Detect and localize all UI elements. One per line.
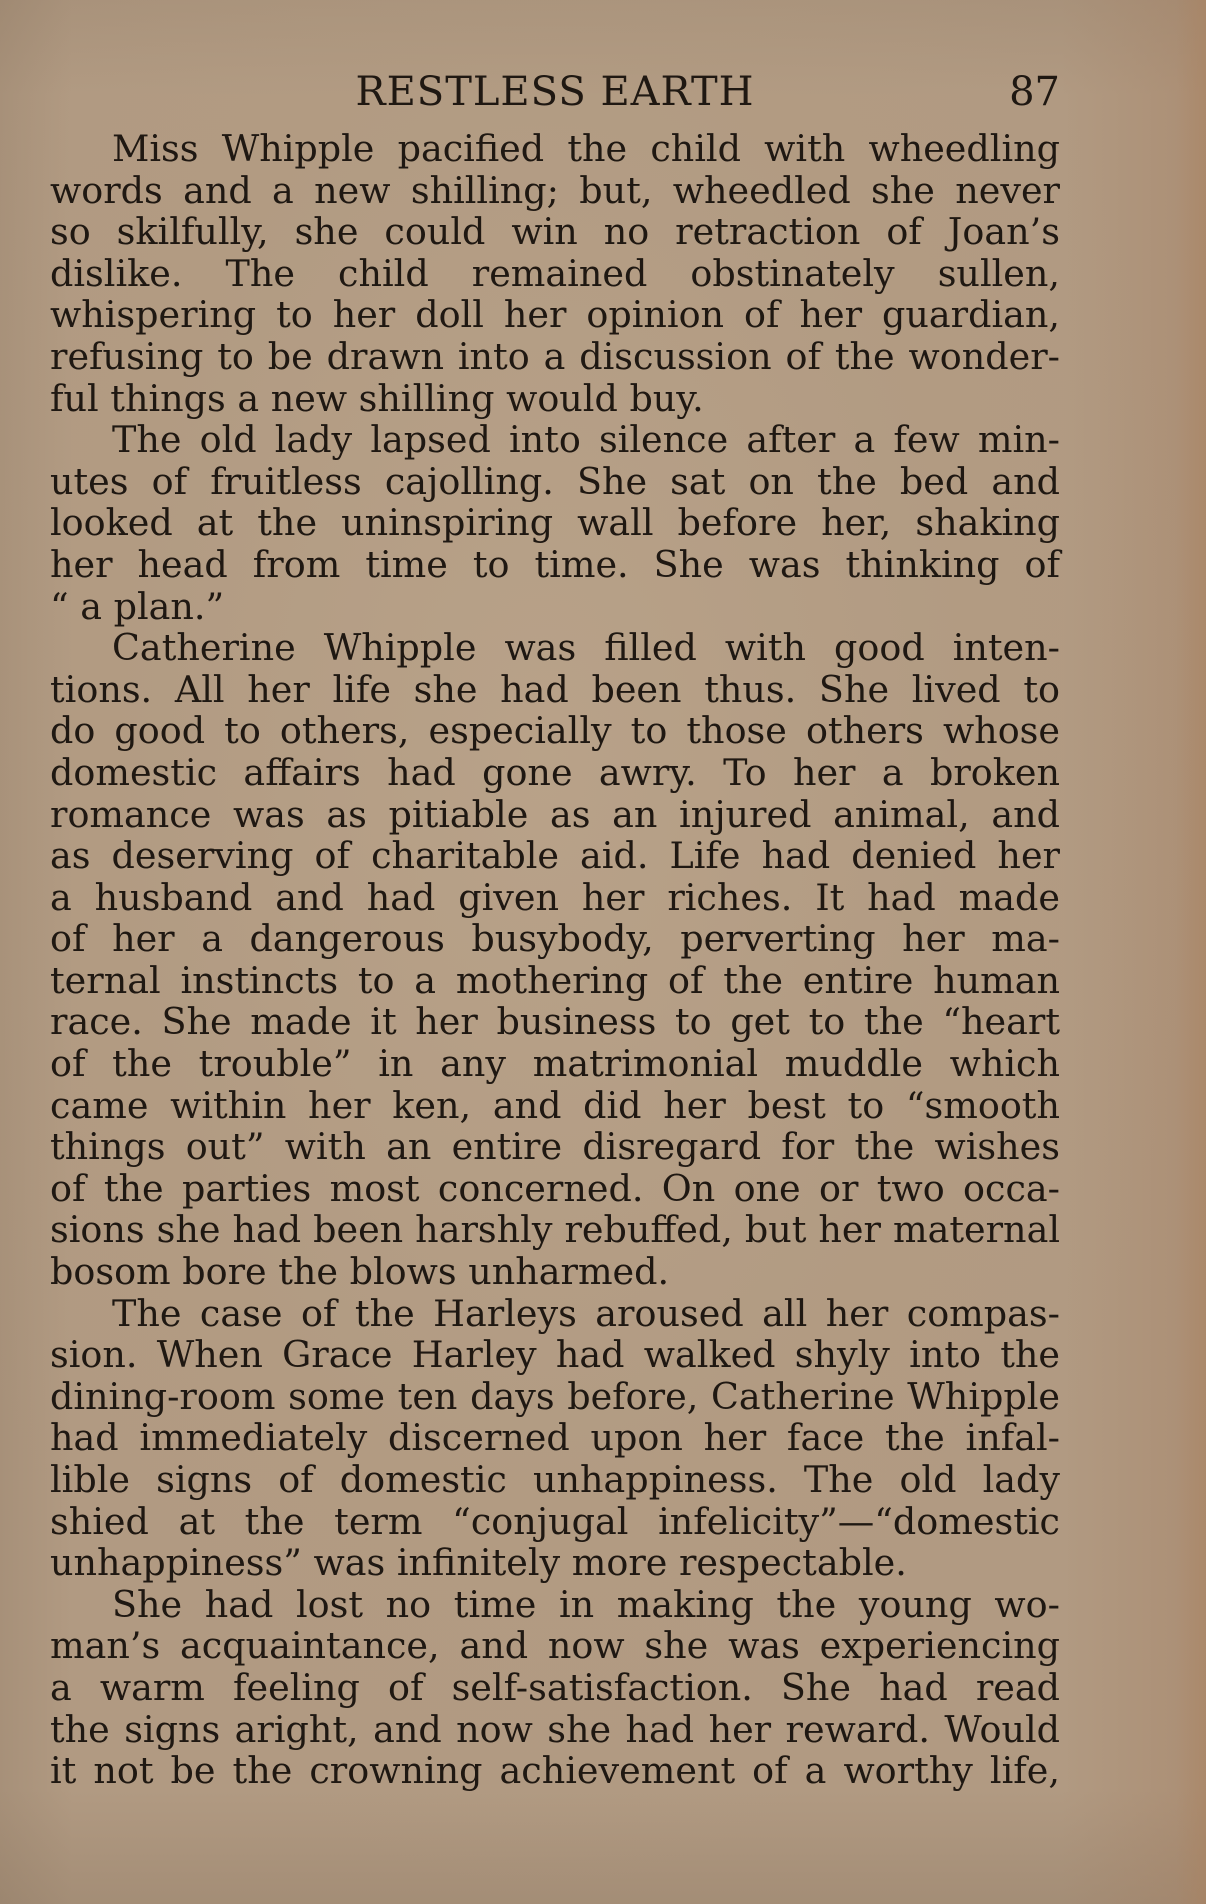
text-line: utes of fruitless cajolling. She sat on the bed and: [50, 459, 1060, 503]
text-line: shied at the term “conjugal infelicity”—“domestic: [50, 1499, 1060, 1543]
text-line: words and a new shilling; but, wheedled she never: [50, 168, 1060, 212]
text-line: looked at the uninspiring wall before her, shaking: [50, 501, 1060, 545]
text-line: ful things a new shilling would buy.: [50, 376, 704, 420]
text-line: do good to others, especially to those others whose: [50, 709, 1060, 753]
text-line: it not be the crowning achievement of a worthy life,: [50, 1749, 1060, 1793]
text-line: dislike. The child remained obstinately sullen,: [50, 251, 1060, 295]
page-edge-shadow: [1176, 0, 1206, 1904]
text-line: of the trouble” in any matrimonial muddle which: [50, 1042, 1060, 1086]
text-line: sion. When Grace Harley had walked shyly into the: [50, 1333, 1060, 1377]
text-line: a warm feeling of self-satisfaction. She had read: [50, 1665, 1060, 1709]
text-line: bosom bore the blows unharmed.: [50, 1250, 670, 1294]
paragraph-1: [50, 128, 1060, 419]
text-line: man’s acquaintance, and now she was experiencing: [50, 1624, 1060, 1668]
page-number: 87: [1009, 69, 1060, 115]
text-line: so skilfully, she could win no retraction of Joan’s: [50, 210, 1060, 254]
text-line: tions. All her life she had been thus. She lived to: [50, 667, 1060, 711]
text-line: The case of the Harleys aroused all her compas-: [112, 1291, 1060, 1335]
text-line: She had lost no time in making the young wo-: [112, 1582, 1060, 1626]
paragraph-3: [50, 627, 1060, 1293]
text-line: refusing to be drawn into a discussion of the wonder-: [50, 334, 1060, 378]
text-line: came within her ken, and did her best to “smooth: [50, 1083, 1060, 1127]
text-line: a husband and had given her riches. It had made: [50, 875, 1060, 919]
text-line: whispering to her doll her opinion of her guardian,: [50, 293, 1060, 337]
running-head: [50, 66, 1060, 118]
paragraph-4: [50, 1293, 1060, 1584]
text-line: ternal instincts to a mothering of the entire human: [50, 958, 1060, 1002]
text-line: dining-room some ten days before, Catherine Whipple: [50, 1374, 1060, 1418]
text-line: sions she had been harshly rebuffed, but her maternal: [50, 1208, 1060, 1252]
text-line: “ a plan.”: [50, 584, 225, 628]
running-title: RESTLESS EARTH: [355, 69, 755, 115]
text-line: race. She made it her business to get to the “heart: [50, 1000, 1060, 1044]
text-line: unhappiness” was infinitely more respectable.: [50, 1541, 907, 1585]
text-line: romance was as pitiable as an injured animal, and: [50, 792, 1060, 836]
text-line: Catherine Whipple was filled with good inten-: [112, 626, 1060, 670]
text-line: The old lady lapsed into silence after a few min-: [112, 418, 1060, 462]
text-line: lible signs of domestic unhappiness. The old lady: [50, 1458, 1060, 1501]
body-text: [50, 128, 1060, 1792]
text-line: of the parties most concerned. On one or two occa-: [50, 1166, 1060, 1210]
text-line: Miss Whipple pacified the child with wheedling: [112, 127, 1060, 170]
paragraph-5: [50, 1584, 1060, 1792]
text-line: things out” with an entire disregard for the wishes: [50, 1125, 1060, 1169]
text-line: her head from time to time. She was thinking of: [50, 542, 1060, 586]
text-line: as deserving of charitable aid. Life had denied her: [50, 834, 1060, 878]
paragraph-2: [50, 419, 1060, 627]
text-line: of her a dangerous busybody, perverting her ma-: [50, 917, 1060, 961]
text-line: had immediately discerned upon her face the infal-: [50, 1416, 1060, 1460]
text-line: the signs aright, and now she had her reward. Would: [50, 1707, 1060, 1751]
text-line: domestic affairs had gone awry. To her a broken: [50, 750, 1060, 794]
